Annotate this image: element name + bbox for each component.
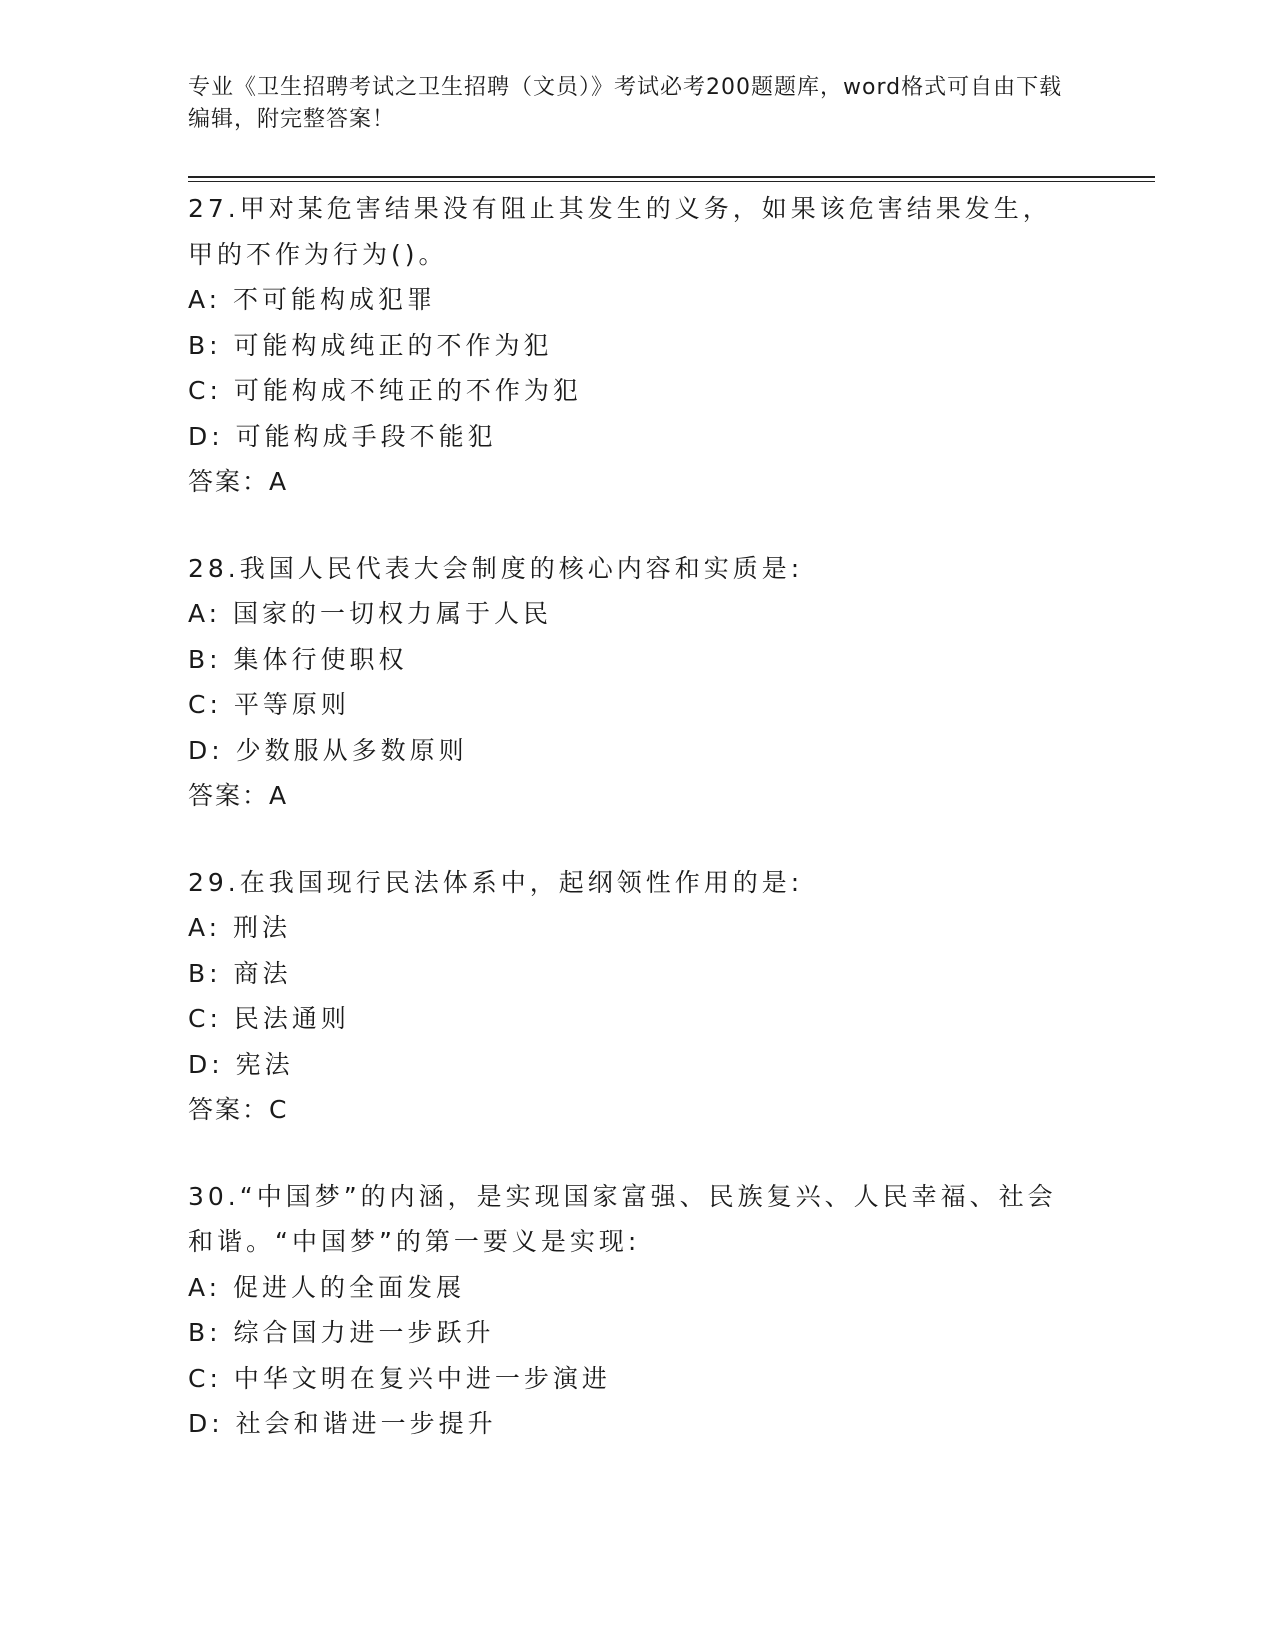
option-c: C: 民法通则 bbox=[188, 1004, 350, 1033]
document-intro: 专业《卫生招聘考试之卫生招聘（文员）》考试必考200题题库，word格式可自由下载编辑，附完整答案！ bbox=[188, 75, 1063, 132]
question-stem: 28.我国人民代表大会制度的核心内容和实质是: bbox=[188, 553, 804, 583]
option-b: B: 可能构成纯正的不作为犯 bbox=[188, 330, 553, 360]
answer-label: 答案：A bbox=[188, 467, 289, 496]
option-a: A: 不可能构成犯罪 bbox=[188, 285, 437, 314]
option-c: C: 可能构成不纯正的不作为犯 bbox=[188, 376, 582, 405]
question-28 bbox=[188, 546, 1088, 819]
option-d: D: 少数服从多数原则 bbox=[188, 735, 468, 765]
question-stem: 29.在我国现行民法体系中，起纲领性作用的是: bbox=[188, 867, 804, 897]
option-a: A: 促进人的全面发展 bbox=[188, 1272, 466, 1302]
header-divider-thin bbox=[188, 181, 1155, 182]
option-d: D: 宪法 bbox=[188, 1049, 294, 1079]
option-a: A: 国家的一切权力属于人民 bbox=[188, 599, 553, 628]
option-a: A: 刑法 bbox=[188, 913, 292, 942]
question-stem: 30.“中国梦”的内涵，是实现国家富强、民族复兴、人民幸福、社会和谐。“中国梦”的第一要义是实现: bbox=[188, 1181, 1057, 1256]
option-d: D: 可能构成手段不能犯 bbox=[188, 421, 497, 451]
option-b: B: 综合国力进一步跃升 bbox=[188, 1318, 495, 1347]
answer-label: 答案：A bbox=[188, 781, 289, 810]
question-27 bbox=[188, 186, 1088, 505]
option-b: B: 集体行使职权 bbox=[188, 644, 408, 674]
option-d: D: 社会和谐进一步提升 bbox=[188, 1409, 497, 1438]
question-stem: 27.甲对某危害结果没有阻止其发生的义务，如果该危害结果发生，甲的不作为行为()。 bbox=[188, 194, 1052, 269]
question-list bbox=[188, 186, 1088, 1488]
question-30 bbox=[188, 1174, 1088, 1447]
option-b: B: 商法 bbox=[188, 958, 292, 988]
header-divider-thick bbox=[188, 176, 1155, 178]
question-29 bbox=[188, 860, 1088, 1133]
answer-label: 答案：C bbox=[188, 1095, 289, 1124]
option-c: C: 平等原则 bbox=[188, 690, 350, 719]
option-c: C: 中华文明在复兴中进一步演进 bbox=[188, 1363, 611, 1393]
